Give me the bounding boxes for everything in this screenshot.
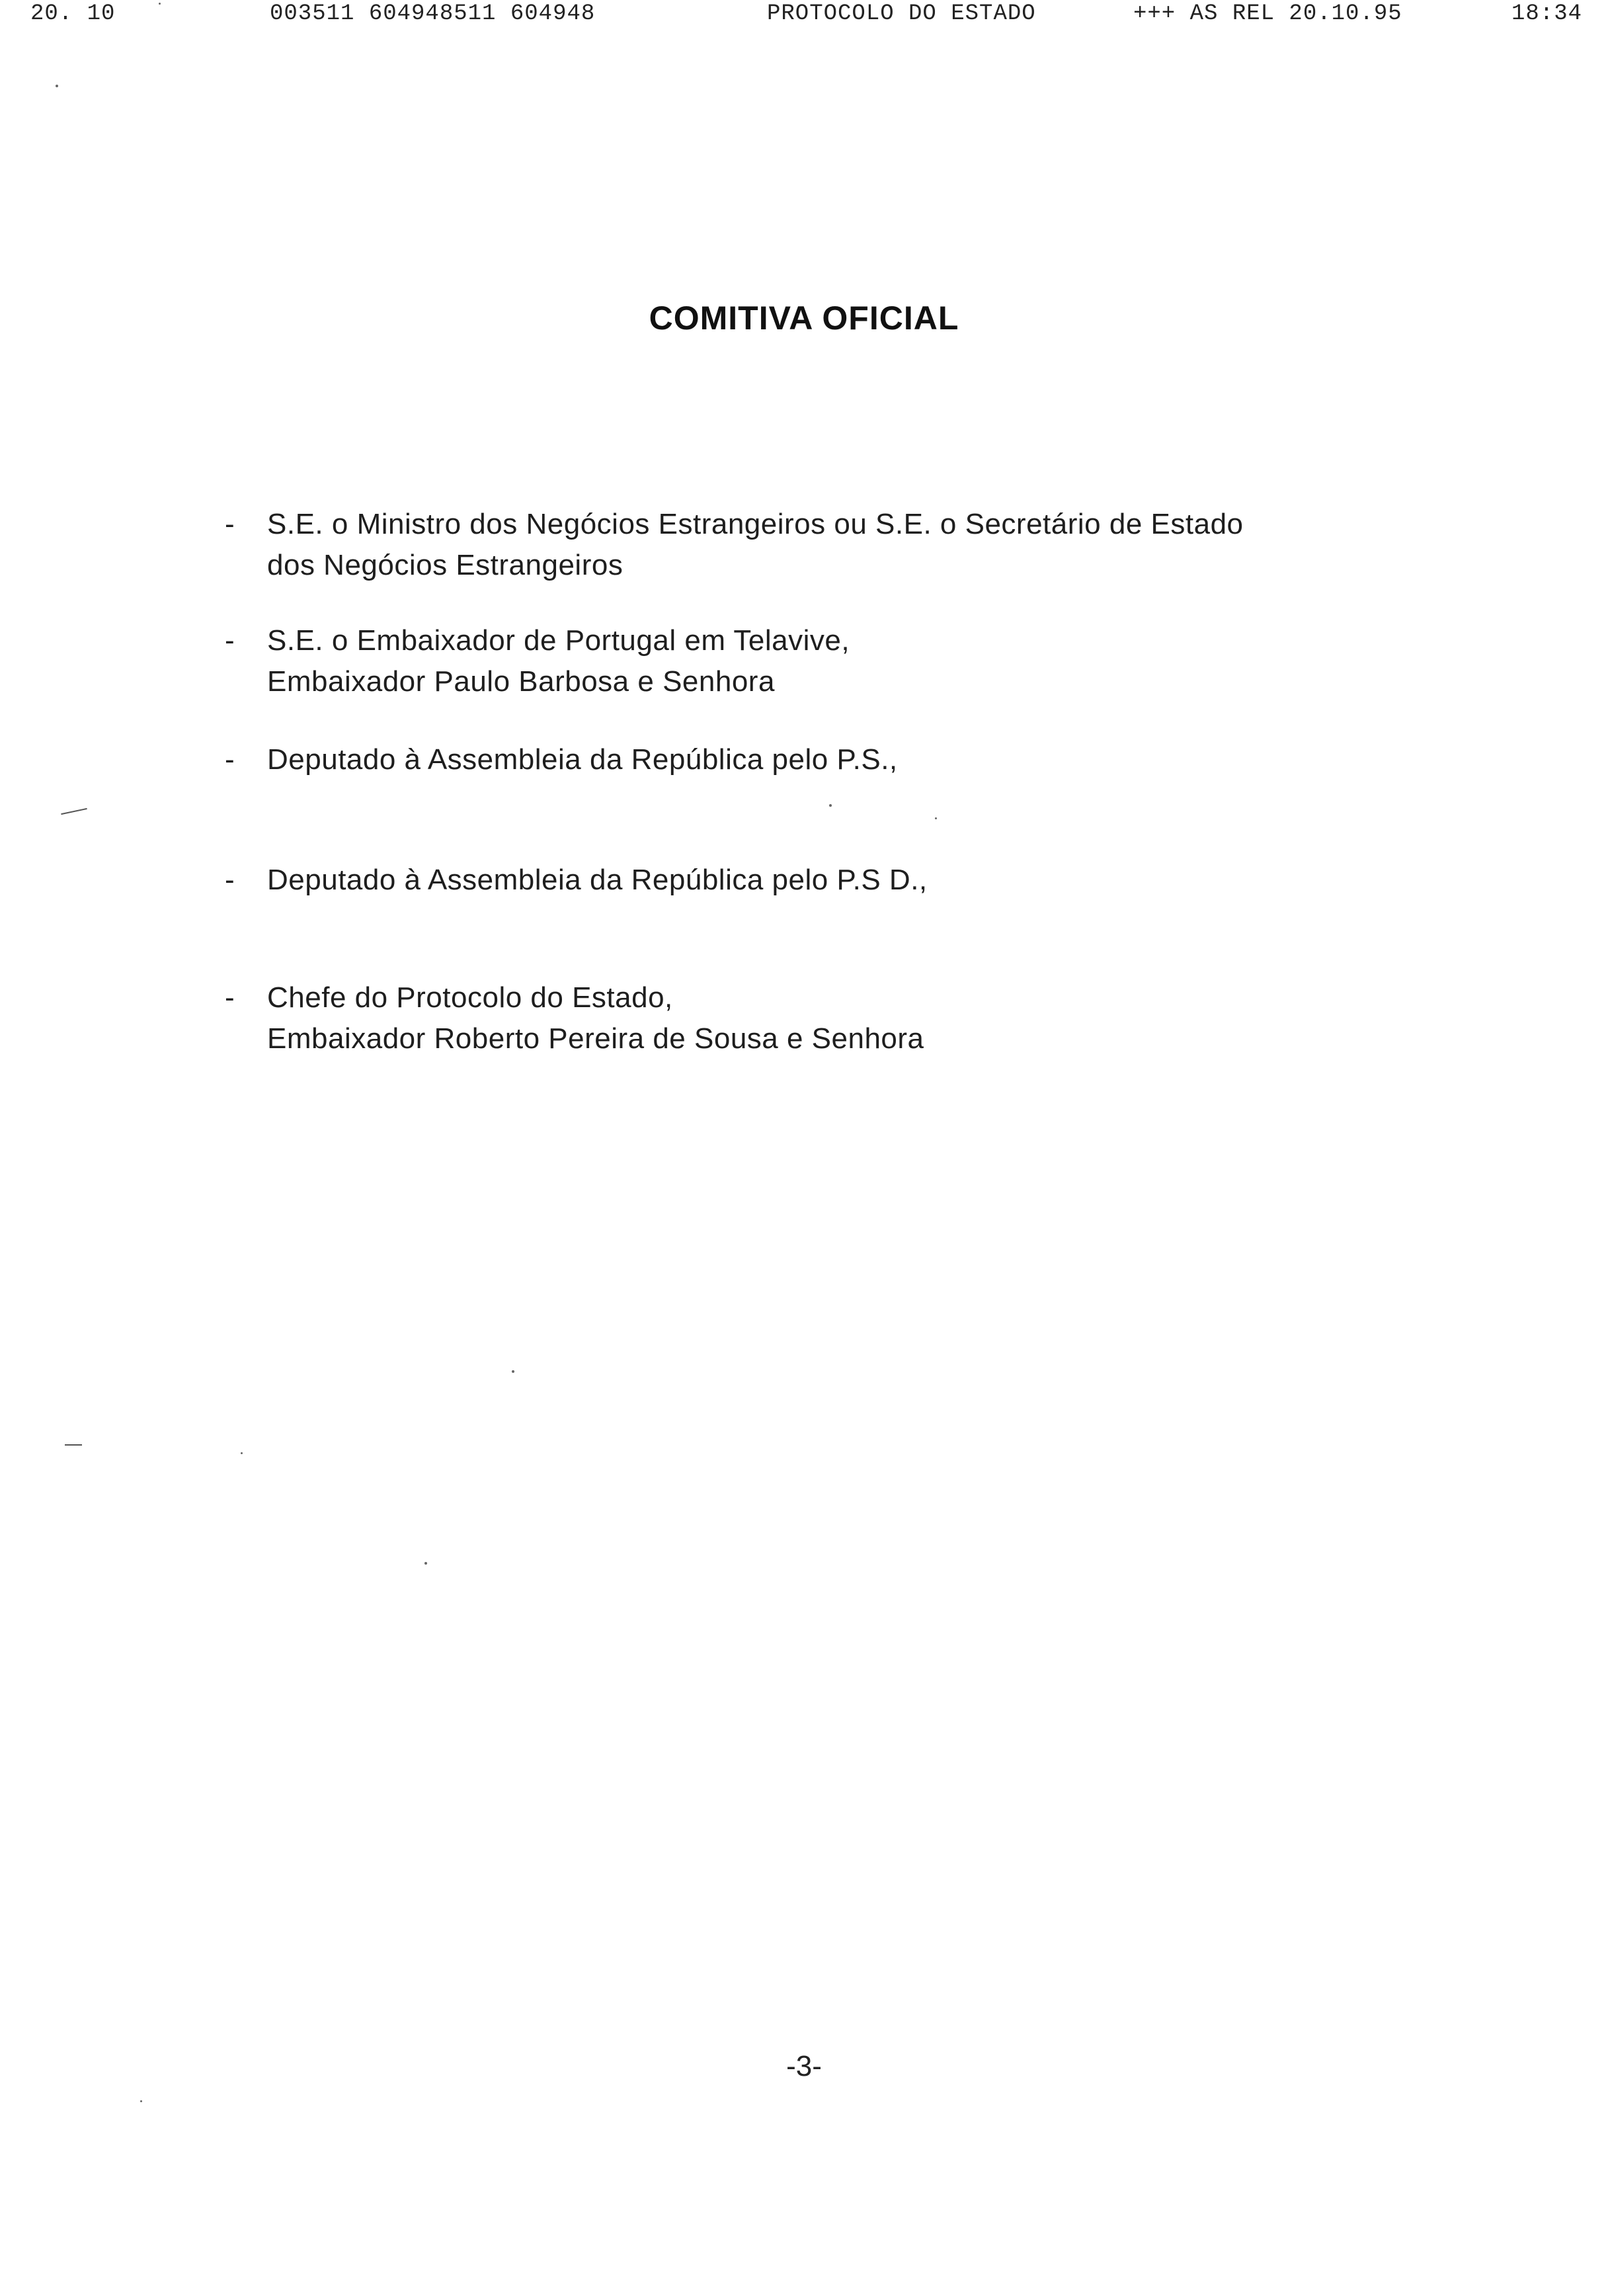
scan-mark	[65, 1444, 82, 1446]
list-item-line: S.E. o Ministro dos Negócios Estrangeiros ou S.E. o Secretário de Estado	[267, 508, 1244, 540]
list-item-line: Deputado à Assembleia da República pelo P.S D.,	[267, 864, 928, 896]
page-title: COMITIVA OFICIAL	[649, 300, 959, 337]
scan-speck	[241, 1452, 243, 1454]
fax-header-recipient: +++ AS REL 20.10.95	[1133, 1, 1402, 26]
list-item-line: S.E. o Embaixador de Portugal em Telavive,	[267, 624, 850, 657]
list-dash: -	[225, 624, 235, 657]
scan-mark	[61, 808, 87, 815]
list-item-line: Embaixador Paulo Barbosa e Senhora	[267, 665, 775, 698]
list-dash: -	[225, 864, 235, 896]
list-item-line: dos Negócios Estrangeiros	[267, 549, 623, 581]
list-item-line: Embaixador Roberto Pereira de Sousa e Senhora	[267, 1022, 924, 1055]
scan-speck	[140, 2100, 142, 2102]
scan-speck	[56, 85, 58, 87]
scan-speck	[935, 817, 937, 819]
list-item-line: Deputado à Assembleia da República pelo P.S.,	[267, 743, 898, 776]
fax-header-time: 18:34	[1511, 1, 1583, 26]
scan-speck	[512, 1370, 514, 1373]
list-item-line: Chefe do Protocolo do Estado,	[267, 981, 673, 1014]
fax-header-date: 20. 10	[30, 1, 116, 26]
scan-speck	[829, 804, 832, 807]
list-dash: -	[225, 981, 235, 1014]
page-number: -3-	[786, 2050, 822, 2082]
fax-header-numbers: 003511 604948511 604948	[270, 1, 596, 26]
list-dash: -	[225, 743, 235, 776]
list-dash: -	[225, 508, 235, 540]
scan-speck	[424, 1562, 427, 1565]
fax-header-sender: PROTOCOLO DO ESTADO	[767, 1, 1036, 26]
scan-speck	[159, 3, 161, 5]
fax-header	[0, 1, 1608, 30]
